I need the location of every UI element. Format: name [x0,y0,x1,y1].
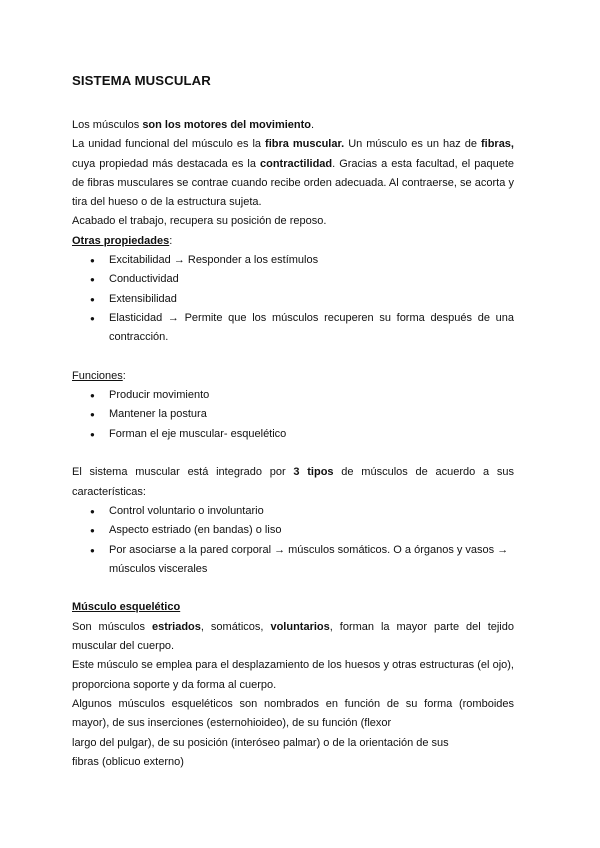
page-title: SISTEMA MUSCULAR [72,73,211,88]
spacer [72,579,514,598]
bold-run: estriados [151,620,201,633]
list-item: ● Excitabilidad → Responder a los estímulos [109,251,514,270]
spacer [72,348,514,367]
intro-paragraph-3: Acabado el trabajo, recupera su posición de reposo. [72,215,327,228]
tipos-paragraph [72,463,514,502]
bold-run: 3 tipos [293,466,334,479]
otras-heading [72,232,514,251]
spacer [72,444,514,463]
bold-run: fibra muscular. [265,138,345,151]
text-run: cuya propiedad más destacada es la [72,157,260,170]
document-body [72,116,514,772]
text-run: : [122,369,126,382]
intro-paragraph-2 [72,135,514,212]
esqueletico-paragraph-4: largo del pulgar), de su posición (interóseo palmar) o de la orientación de sus [72,736,449,749]
intro-paragraph-1 [72,116,514,135]
list-item: ● Extensibilidad [109,290,514,309]
list-item: ● Por asociarse a la pared corporal → músculos somáticos. O a órganos y vasos → músculos viscerales [109,541,514,580]
bold-run: fibras, [480,138,514,151]
list-item: ● Conductividad [109,270,514,289]
otras-list [72,251,514,347]
section-label: Funciones [72,369,123,382]
esqueletico-paragraph-3: Algunos músculos esqueléticos son nombrados en función de su forma (romboides mayor), de sus inserciones (esternohioideo), de su función (flexor [72,697,514,730]
text-run: Un músculo es un haz de [344,138,481,151]
section-label: Músculo esquelético [72,601,181,614]
tipos-list [72,502,514,579]
bold-run: son los motores del movimiento [142,119,312,131]
text-run: de músculos de acuerdo a sus características: [72,466,514,498]
text-run: , forman la mayor parte del tejido muscular del cuerpo. [72,620,514,653]
list-item: ● Aspecto estriado (en bandas) o liso [109,521,514,540]
section-label: Otras propiedades [72,234,170,247]
list-item: ● Mantener la postura [109,405,514,424]
text-run: : [169,234,173,247]
text-run: Son músculos [72,620,152,633]
funciones-list [72,386,514,444]
text-run: . [311,119,315,131]
text-run: La unidad funcional del músculo es la [72,138,266,151]
list-item: ● Elasticidad → Permite que los músculos recuperen su forma después de una contracción. [109,309,514,348]
text-run: . Gracias a esta facultad, el paquete de fibras musculares se contrae cuando recibe orden adecuada. Al contraerse, se acorta y tira del hueso o de la estructura sujeta. [72,157,514,209]
text-run: Los músculos [72,119,143,131]
esqueletico-paragraph-5: fibras (oblicuo externo) [72,755,184,768]
bold-run: contractilidad [260,157,333,170]
list-item: ● Control voluntario o involuntario [109,502,514,521]
esqueletico-paragraph-2: Este músculo se emplea para el desplazamiento de los huesos y otras estructuras (el ojo), proporciona soporte y da forma al cuerpo. [72,659,514,691]
text-run: El sistema muscular está integrado por [72,466,294,479]
bold-run: voluntarios [270,620,330,633]
esqueletico-heading [72,598,514,617]
text-run: , somáticos, [200,620,271,633]
list-item: ● Producir movimiento [109,386,514,405]
esqueletico-paragraph-1 [72,618,514,657]
list-item: ● Forman el eje muscular- esquelético [109,425,514,444]
funciones-heading [72,367,514,386]
